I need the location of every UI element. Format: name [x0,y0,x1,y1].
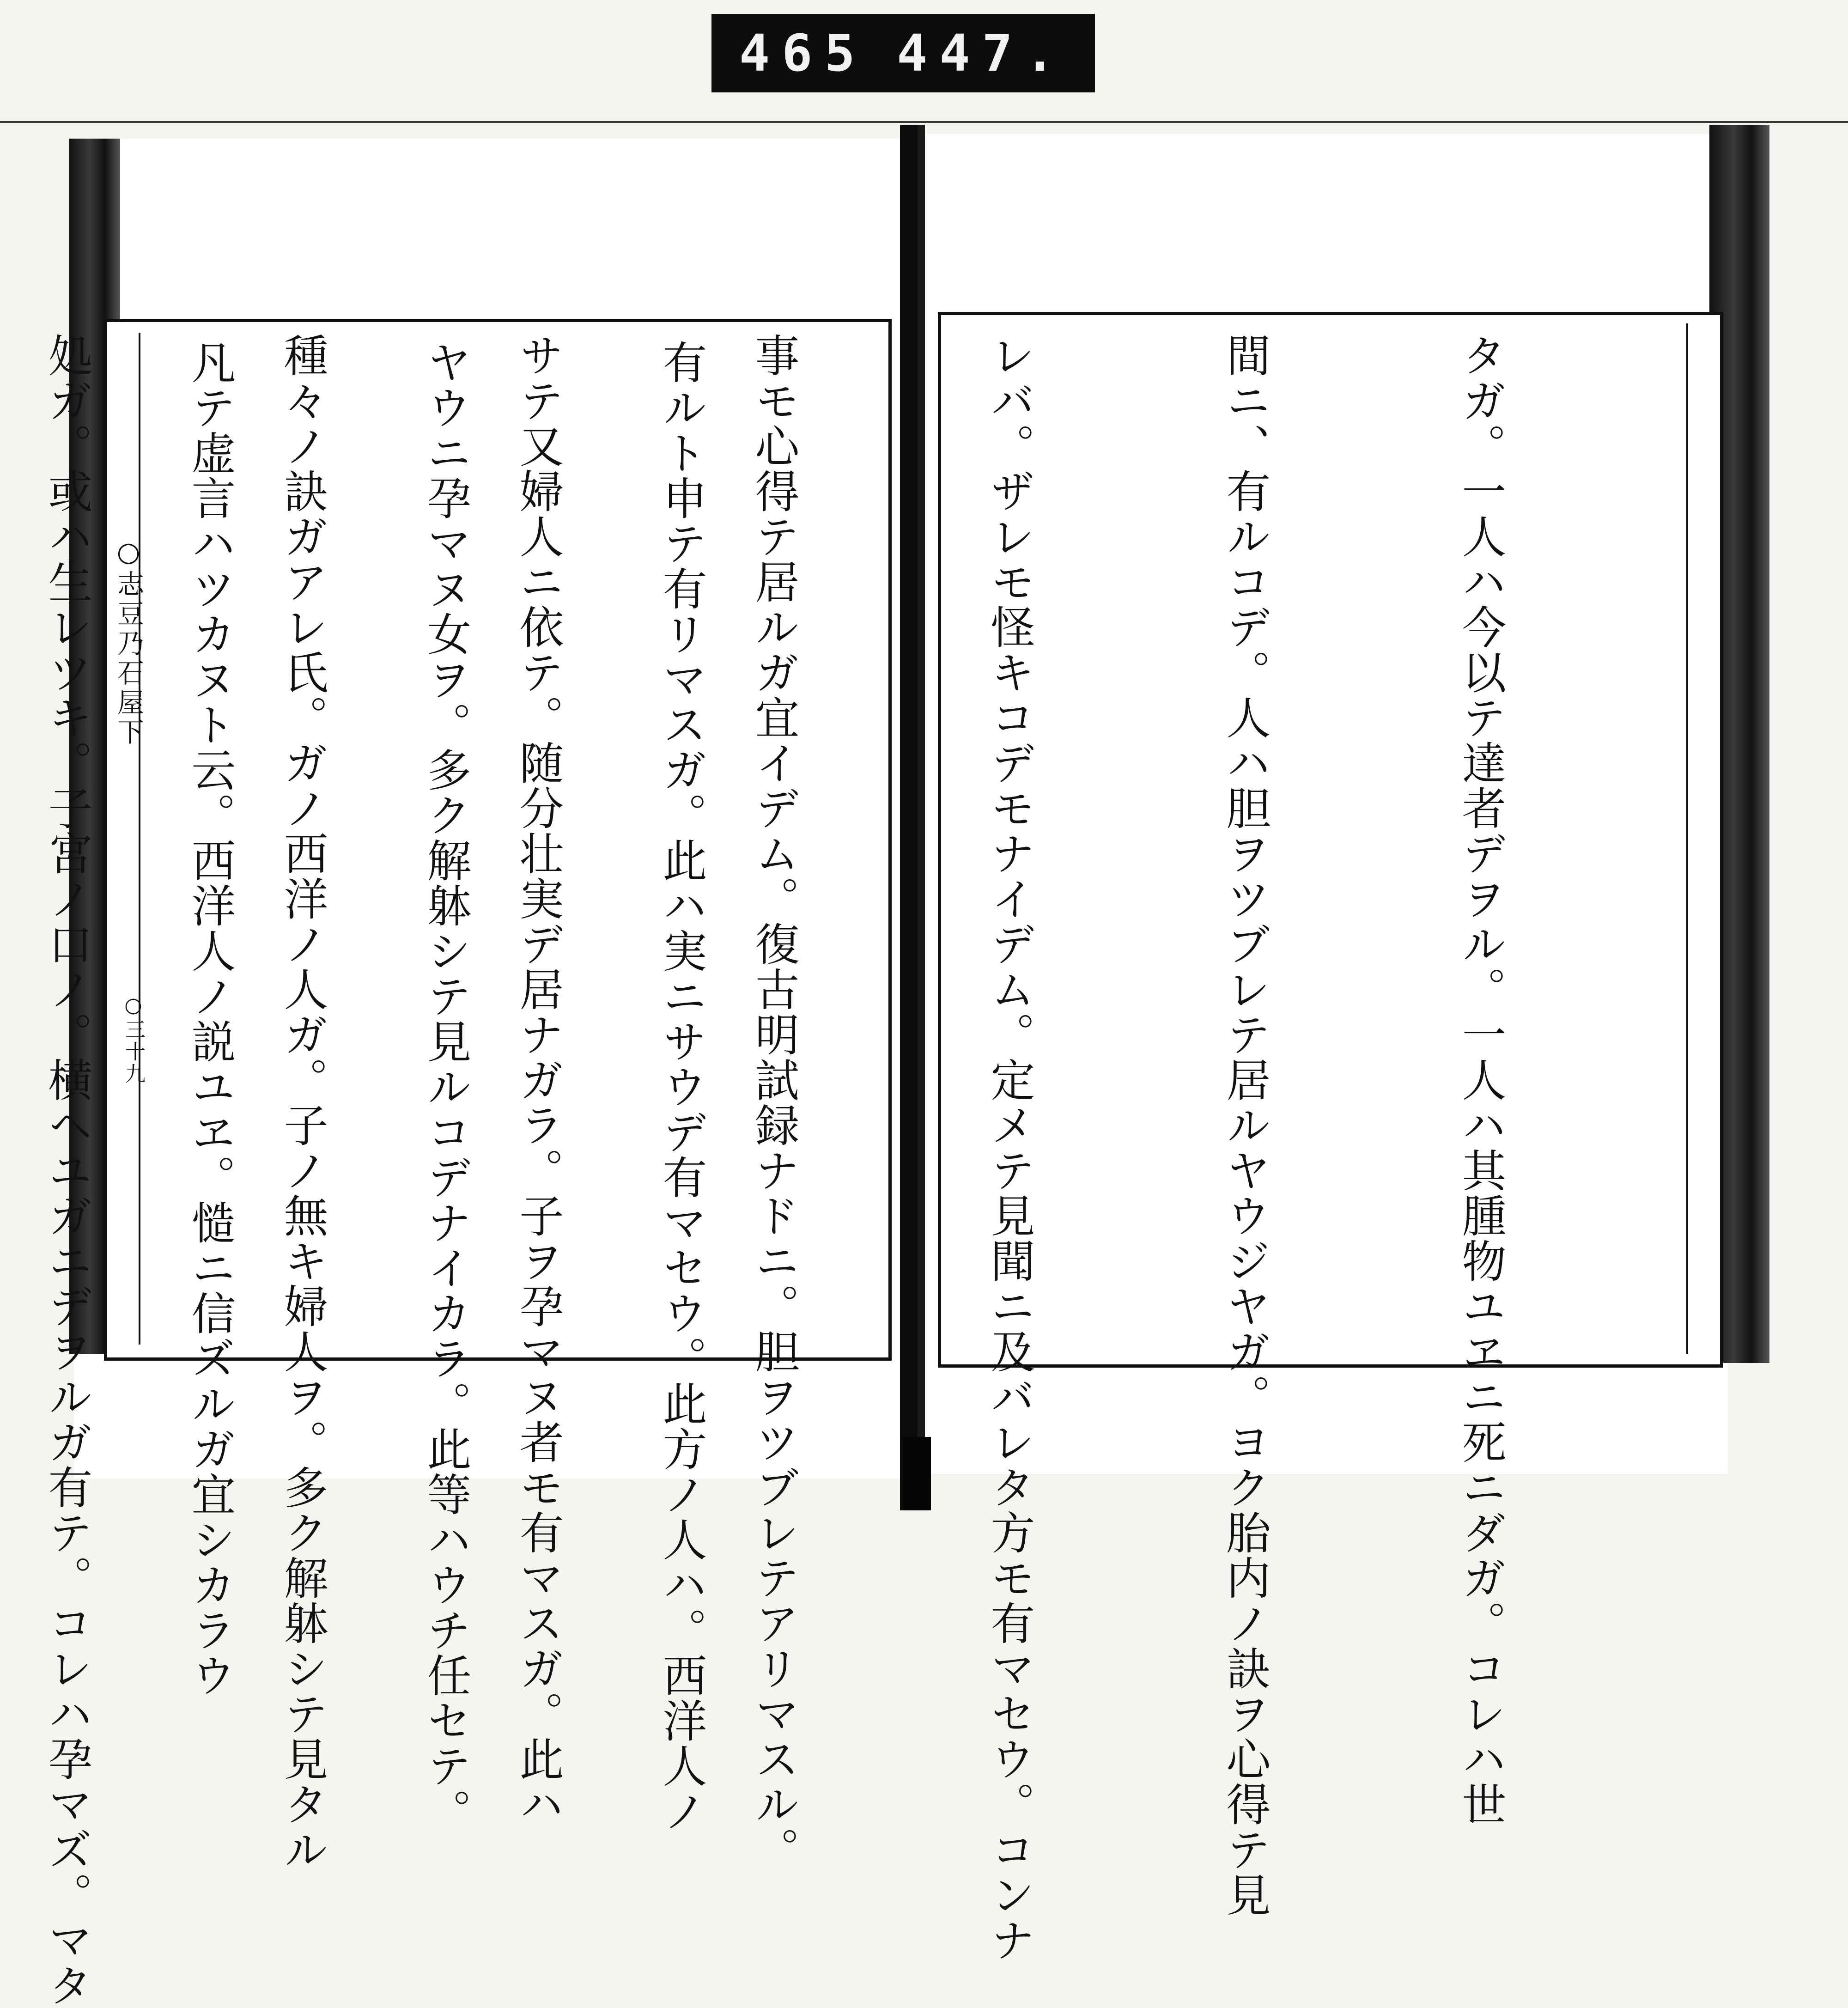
page-number-label [711,14,1095,92]
text-column: 種々ノ訣ガアレ氏。ガノ西洋ノ人ガ。子ノ無キ婦人ヲ。多ク解躰シテ見タル [277,333,328,1872]
text-column: サテ又婦人ニ依テ。随分壮実デ居ナガラ。子ヲ孕マヌ者モ有マスガ。此ハ [512,333,564,1827]
right-page-number: 447. [897,24,1067,83]
text-column: タガ。一人ハ今以テ達者デヲル。一人ハ其腫物ユヱニ死ニダガ。コレハ世 [1455,333,1507,1827]
spine-foot [903,1437,931,1510]
text-column: 間ニ、有ルコデ。人ハ胆ヲツブレテ居ルヤウジヤガ。ヨク胎内ノ訣ヲ心得テ見 [1219,333,1271,1917]
text-column: 有ルト申テ有リマスガ。此ハ実ニサウデ有マセウ。此方ノ人ハ。西洋人ノ [656,340,707,1834]
scan-rule [0,121,1848,123]
book-title-margin: ○志豆乃石屋下 [113,536,144,748]
text-column: 凡テ虚言ハツカヌト云。西洋人ノ説ユヱ。慥ニ信ズルガ宜シカラウ [184,340,236,1698]
left-page-number: 465 [739,24,867,83]
text-column [0,340,14,1351]
folio-number: ○三十九 [122,993,145,1085]
left-page-text [148,340,878,1834]
text-column: 事モ心得テ居ルガ宜イデム。復古明試録ナドニ。胆ヲツブレテアリマスル。 [748,333,800,1872]
text-column: ヤウニ孕マヌ女ヲ。多ク解躰シテ見ルコデナイカラ。此等ハウチ任セテ。 [420,340,472,1834]
text-column: レバ。ザレモ怪キコデモナイデム。定メテ見聞ニ及バレタ方モ有マセウ。コンナ [984,333,1035,1963]
right-margin-rule [1686,323,1688,1354]
text-column: 処ガ。或ハ生レツキ。子宮ノ口ノ。横ヘユガニデヲルガ有テ。コレハ孕マズ。マタ [41,333,93,2008]
